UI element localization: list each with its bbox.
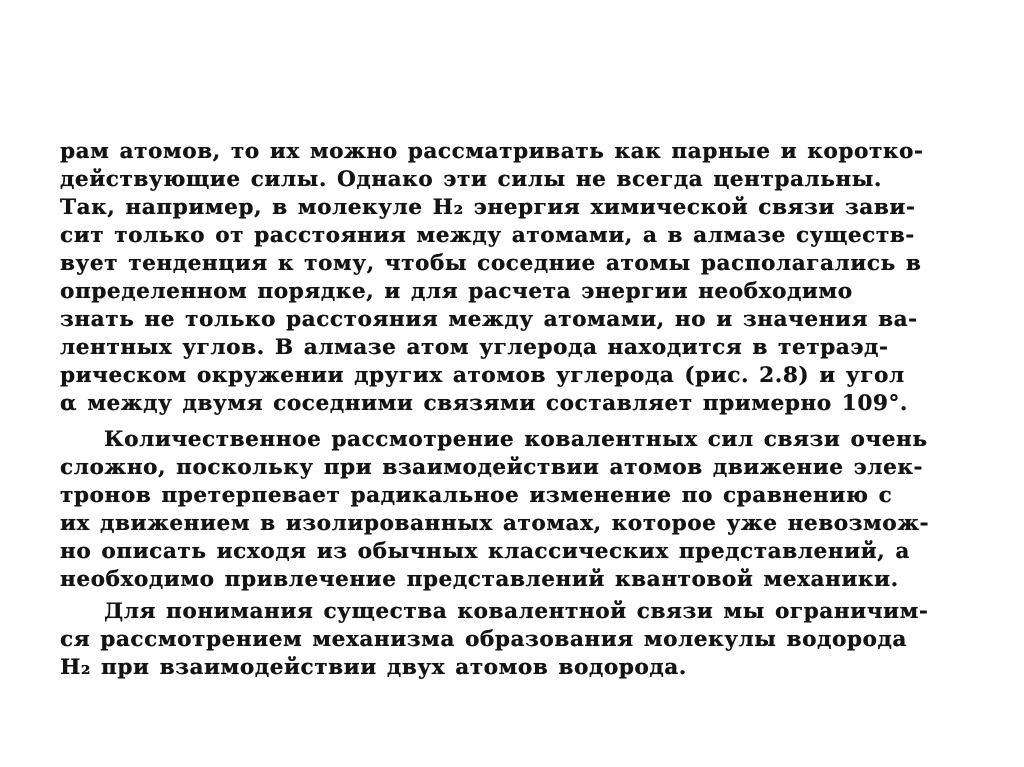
text-line: сит только от расстояния между атомами, а в алмазе существ-	[60, 223, 915, 248]
text-line: рам атомов, то их можно рассматривать как парные и коротко-	[60, 139, 924, 164]
text-line: но описать исходя из обычных классических представлений, а	[60, 539, 910, 564]
text-line: действующие силы. Однако эти силы не всегда центральны.	[60, 167, 883, 192]
text-line: вует тенденция к тому, чтобы соседние атомы располагались в	[60, 251, 922, 276]
paragraph-first-line: Для понимания существа ковалентной связи мы ограничим-	[104, 599, 929, 624]
text-line: ся рассмотрением механизма образования молекулы водорода	[60, 627, 907, 652]
text-line: лентных углов. В алмазе атом углерода находится в тетраэд-	[60, 335, 889, 360]
text-line: Так, например, в молекуле H₂ энергия химической связи зави-	[60, 195, 916, 220]
text-line: знать не только расстояния между атомами, но и значения ва-	[60, 307, 918, 332]
text-line: α между двумя соседними связями составляет примерно 109°.	[60, 391, 908, 416]
text-line: тронов претерпевает радикальное изменение по сравнению с	[60, 483, 893, 508]
text-line: определенном порядке, и для расчета энергии необходимо	[60, 279, 853, 304]
text-line: сложно, поскольку при взаимодействии атомов движение элек-	[60, 455, 924, 480]
text-line: рическом окружении других атомов углерода (рис. 2.8) и угол	[60, 363, 905, 388]
text-line: необходимо привлечение представлений квантовой механики.	[60, 567, 899, 592]
paragraph-first-line: Количественное рассмотрение ковалентных сил связи очень	[104, 427, 928, 452]
text-line: их движением в изолированных атомах, которое уже невозмож-	[60, 511, 930, 536]
text-line: H₂ при взаимодействии двух атомов водорода.	[60, 655, 687, 680]
